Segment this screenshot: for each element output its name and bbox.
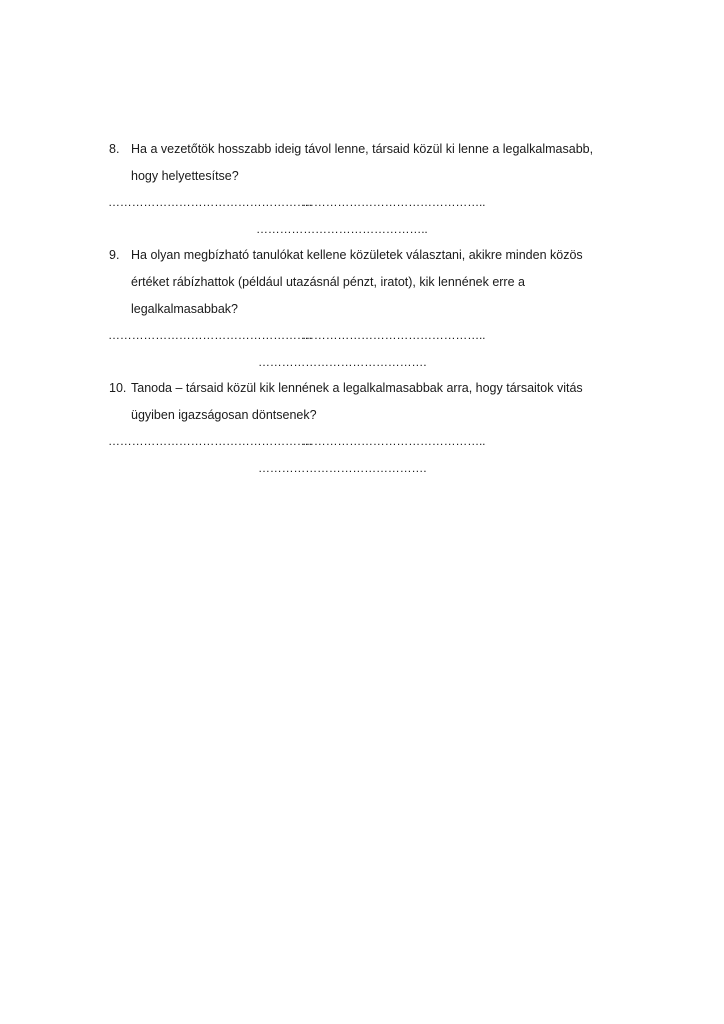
answer-line-right[interactable]: ……………………………………….. — [302, 328, 486, 342]
answer-line-center[interactable]: ……………………………………. — [258, 355, 427, 369]
question-text-line: legalkalmasabbak? — [131, 302, 239, 316]
question-text-line: Ha olyan megbízható tanulókat kellene közületek választani, akikre minden közös — [131, 248, 583, 262]
answer-line-left[interactable]: ……………………………………………. — [108, 328, 312, 342]
question-number: 8. — [109, 142, 120, 156]
answer-line-right[interactable]: ……………………………………….. — [302, 434, 486, 448]
question-number: 10. — [109, 381, 127, 395]
question-text-line: ügyiben igazságosan döntsenek? — [131, 408, 317, 422]
answer-line-center[interactable]: ……………………………………. — [258, 461, 427, 475]
answer-line-left[interactable]: ……………………………………………. — [108, 195, 312, 209]
answer-line-left[interactable]: ……………………………………………. — [108, 434, 312, 448]
question-text-line: Tanoda – társaid közül kik lennének a legalkalmasabbak arra, hogy társaitok vitás — [131, 381, 583, 395]
answer-line-center[interactable]: …………………………………….. — [256, 222, 428, 236]
question-text-line: értéket rábízhattok (például utazásnál pénzt, iratot), kik lennének erre a — [131, 275, 525, 289]
question-text-line: Ha a vezetőtök hosszabb ideig távol lenne, társaid közül ki lenne a legalkalmasabb, — [131, 142, 594, 156]
answer-line-right[interactable]: ……………………………………….. — [302, 195, 486, 209]
question-text-line: hogy helyettesítse? — [131, 169, 239, 183]
question-number: 9. — [109, 248, 120, 262]
